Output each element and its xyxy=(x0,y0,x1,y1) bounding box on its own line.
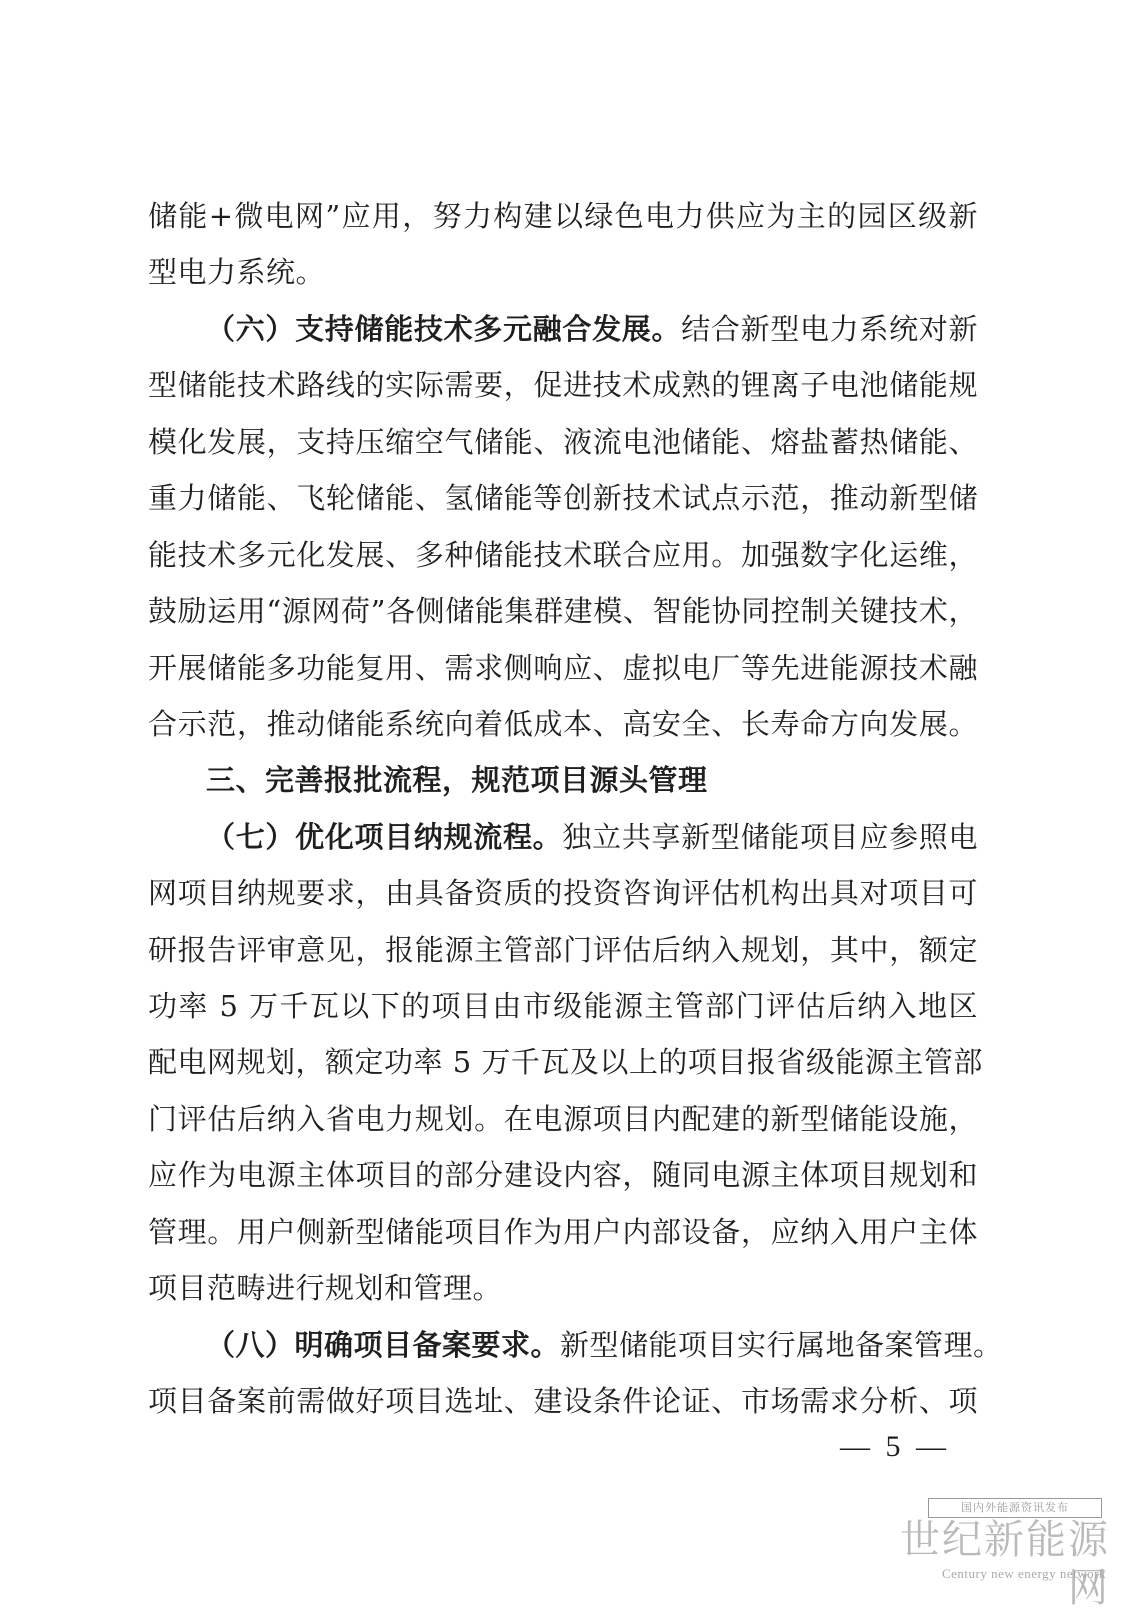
paragraph-six-first-line xyxy=(206,311,978,347)
paragraph-eight-first-line xyxy=(206,1327,1003,1363)
body-line: 重力储能、飞轮储能、氢储能等创新技术试点示范，推动新型储 xyxy=(148,481,978,515)
body-line: 模化发展，支持压缩空气储能、液流电池储能、熔盐蓄热储能、 xyxy=(148,425,978,459)
paragraph-eight-text: 新型储能项目实行属地备案管理。 xyxy=(560,1328,1003,1362)
paragraph-six-title: （六）支持储能技术多元融合发展。 xyxy=(206,312,682,346)
body-line: 储能+微电网”应用，努力构建以绿色电力供应为主的园区级新 xyxy=(148,199,978,233)
body-line: 管理。用户侧新型储能项目作为用户内部设备，应纳入用户主体 xyxy=(148,1215,978,1249)
body-line: 合示范，推动储能系统向着低成本、高安全、长寿命方向发展。 xyxy=(148,707,978,741)
body-line: 能技术多元化发展、多种储能技术联合应用。加强数字化运维， xyxy=(148,538,978,572)
body-line: 项目备案前需做好项目选址、建设条件论证、市场需求分析、项 xyxy=(148,1384,978,1418)
watermark-tagline: 国内外能源资讯发布 xyxy=(928,1498,1102,1518)
paragraph-seven-title: （七）优化项目纳规流程。 xyxy=(206,820,563,854)
body-line: 应作为电源主体项目的部分建设内容，随同电源主体项目规划和 xyxy=(148,1158,978,1192)
body-line: 项目范畴进行规划和管理。 xyxy=(148,1271,503,1305)
body-line: 研报告评审意见，报能源主管部门评估后纳入规划，其中，额定 xyxy=(148,933,978,967)
paragraph-seven-first-line xyxy=(206,819,978,855)
paragraph-seven-text: 独立共享新型储能项目应参照电 xyxy=(562,820,978,854)
body-line: 型电力系统。 xyxy=(148,255,326,289)
section-heading: 三、完善报批流程，规范项目源头管理 xyxy=(206,763,708,797)
watermark-logo: 世纪新能源网 xyxy=(900,1517,1110,1611)
body-line: 网项目纳规要求，由具备资质的投资咨询评估机构出具对项目可 xyxy=(148,876,978,910)
page-number: — 5 — xyxy=(840,1430,950,1463)
body-line: 型储能技术路线的实际需要，促进技术成熟的锂离子电池储能规 xyxy=(148,368,978,402)
body-line: 门评估后纳入省电力规划。在电源项目内配建的新型储能设施， xyxy=(148,1102,978,1136)
paragraph-six-text: 结合新型电力系统对新 xyxy=(681,312,978,346)
watermark-subtitle: Century new energy network xyxy=(941,1566,1106,1581)
body-line: 鼓励运用“源网荷”各侧储能集群建模、智能协同控制关键技术， xyxy=(148,594,978,628)
paragraph-eight-title: （八）明确项目备案要求。 xyxy=(206,1328,561,1362)
body-line: 开展储能多功能复用、需求侧响应、虚拟电厂等先进能源技术融 xyxy=(148,651,978,685)
body-line: 功率 5 万千瓦以下的项目由市级能源主管部门评估后纳入地区 xyxy=(148,989,978,1023)
body-line: 配电网规划，额定功率 5 万千瓦及以上的项目报省级能源主管部 xyxy=(148,1045,983,1079)
